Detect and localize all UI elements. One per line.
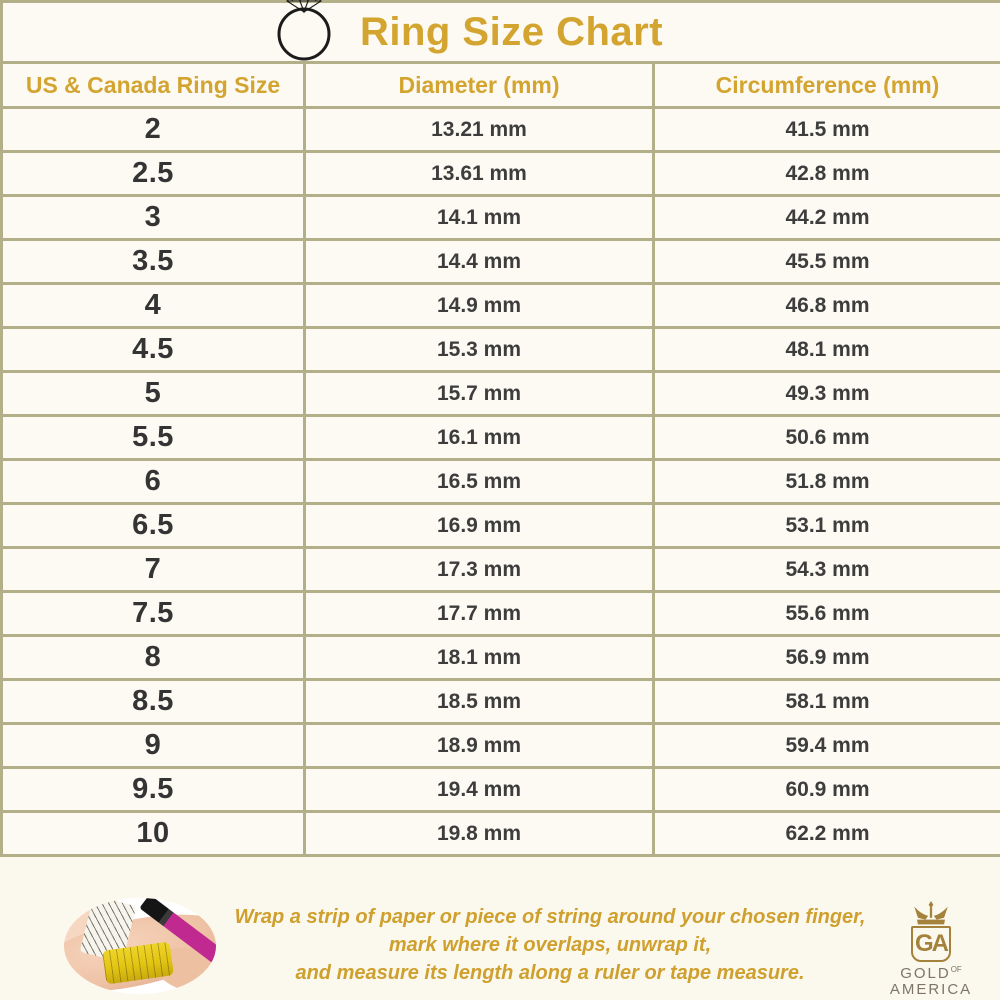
table-row (2, 812, 1000, 856)
diameter-cell: 14.9 mm (305, 284, 654, 328)
circumference-cell: 42.8 mm (654, 152, 1000, 196)
diameter-cell: 15.3 mm (305, 328, 654, 372)
diameter-cell: 18.5 mm (305, 680, 654, 724)
circumference-cell: 58.1 mm (654, 680, 1000, 724)
crown-icon (909, 901, 953, 925)
column-header-3: Circumference (mm) (654, 63, 1000, 108)
instruction-line: and measure its length along a ruler or tape measure. (295, 962, 805, 984)
table-row (2, 196, 1000, 240)
circumference-cell: 56.9 mm (654, 636, 1000, 680)
logo-word-gold: GOLD (900, 965, 951, 982)
title-row (2, 2, 1000, 63)
circumference-cell: 41.5 mm (654, 108, 1000, 152)
circumference-cell: 46.8 mm (654, 284, 1000, 328)
measurement-instructions (210, 903, 890, 987)
diameter-cell: 18.1 mm (305, 636, 654, 680)
table-row (2, 724, 1000, 768)
diameter-cell: 13.61 mm (305, 152, 654, 196)
ring-size-cell: 6.5 (2, 504, 305, 548)
column-header-1: US & Canada Ring Size (2, 63, 305, 108)
ring-size-cell: 8 (2, 636, 305, 680)
instruction-line: mark where it overlaps, unwrap it, (388, 934, 712, 956)
ring-size-cell: 8.5 (2, 680, 305, 724)
ring-size-cell: 3 (2, 196, 305, 240)
ring-size-cell: 9.5 (2, 768, 305, 812)
circumference-cell: 51.8 mm (654, 460, 1000, 504)
table-row (2, 504, 1000, 548)
ring-size-cell: 7 (2, 548, 305, 592)
table-row (2, 636, 1000, 680)
table-row (2, 548, 1000, 592)
diameter-cell: 19.8 mm (305, 812, 654, 856)
instruction-line: Wrap a strip of paper or piece of string around your chosen finger, (234, 906, 866, 928)
logo-text-gold-of (900, 965, 962, 982)
diameter-cell: 18.9 mm (305, 724, 654, 768)
table-row (2, 108, 1000, 152)
diameter-cell: 15.7 mm (305, 372, 654, 416)
ring-size-cell: 6 (2, 460, 305, 504)
circumference-cell: 62.2 mm (654, 812, 1000, 856)
table-row (2, 328, 1000, 372)
finger-measurement-photo (64, 898, 216, 994)
circumference-cell: 48.1 mm (654, 328, 1000, 372)
ring-size-cell: 3.5 (2, 240, 305, 284)
diameter-cell: 16.5 mm (305, 460, 654, 504)
ring-size-cell: 4.5 (2, 328, 305, 372)
circumference-cell: 44.2 mm (654, 196, 1000, 240)
circumference-cell: 55.6 mm (654, 592, 1000, 636)
gold-of-america-logo (876, 901, 986, 997)
page-title: Ring Size Chart (359, 9, 664, 54)
diameter-cell: 19.4 mm (305, 768, 654, 812)
circumference-cell: 53.1 mm (654, 504, 1000, 548)
ring-size-cell: 2.5 (2, 152, 305, 196)
diameter-cell: 13.21 mm (305, 108, 654, 152)
footer (0, 895, 1000, 1000)
diameter-cell: 14.1 mm (305, 196, 654, 240)
table-row (2, 592, 1000, 636)
ga-monogram (911, 926, 951, 962)
circumference-cell: 50.6 mm (654, 416, 1000, 460)
ring-size-cell: 7.5 (2, 592, 305, 636)
table-row (2, 372, 1000, 416)
diameter-cell: 14.4 mm (305, 240, 654, 284)
table-row (2, 240, 1000, 284)
diameter-cell: 17.7 mm (305, 592, 654, 636)
circumference-cell: 60.9 mm (654, 768, 1000, 812)
table-row (2, 768, 1000, 812)
circumference-cell: 45.5 mm (654, 240, 1000, 284)
ring-size-cell: 10 (2, 812, 305, 856)
circumference-cell: 49.3 mm (654, 372, 1000, 416)
table-header-row (2, 63, 1000, 108)
table-row (2, 680, 1000, 724)
table-row (2, 416, 1000, 460)
column-header-2: Diameter (mm) (305, 63, 654, 108)
ring-size-cell: 2 (2, 108, 305, 152)
table-row (2, 460, 1000, 504)
diameter-cell: 16.9 mm (305, 504, 654, 548)
ring-size-cell: 4 (2, 284, 305, 328)
diameter-cell: 17.3 mm (305, 548, 654, 592)
monogram-letters: GA (915, 930, 947, 958)
diameter-cell: 16.1 mm (305, 416, 654, 460)
circumference-cell: 54.3 mm (654, 548, 1000, 592)
table-row (2, 284, 1000, 328)
ring-size-cell: 5 (2, 372, 305, 416)
circumference-cell: 59.4 mm (654, 724, 1000, 768)
title-cell (2, 2, 1000, 63)
diamond-ring-icon (272, 0, 336, 62)
logo-text-america: AMERICA (889, 981, 973, 998)
logo-word-of: OF (950, 965, 962, 974)
ring-size-cell: 5.5 (2, 416, 305, 460)
table-row (2, 152, 1000, 196)
ring-size-cell: 9 (2, 724, 305, 768)
